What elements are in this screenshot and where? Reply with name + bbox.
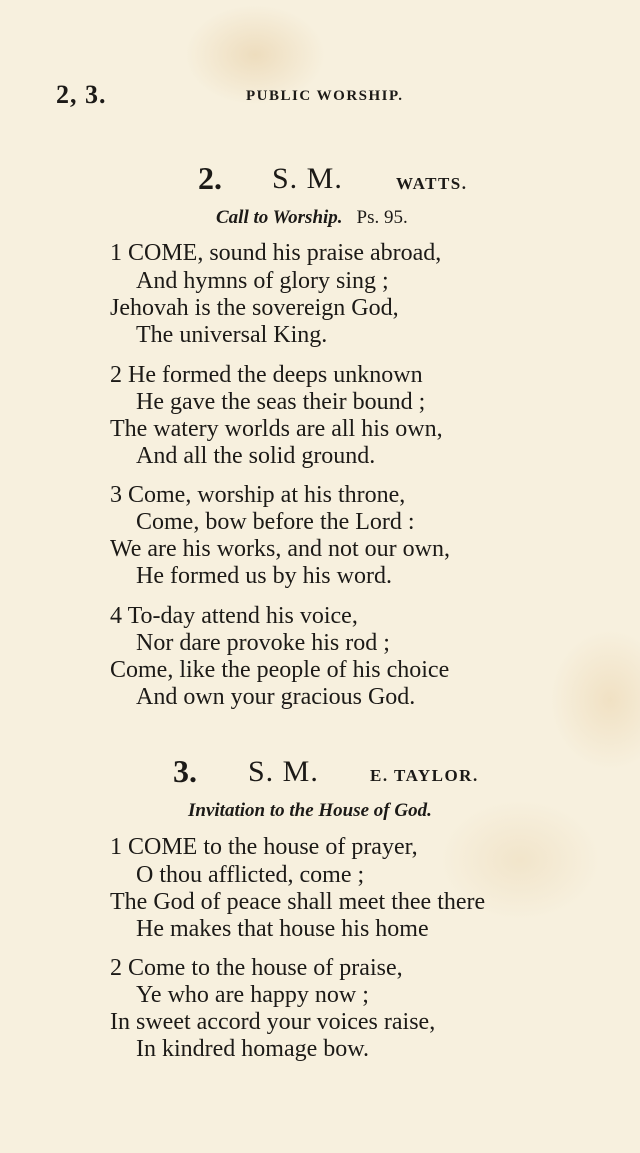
hymn-3-line: O thou afflicted, come ; bbox=[136, 862, 365, 888]
hymn-2-reference: Ps. 95. bbox=[356, 207, 408, 228]
hymn-2-line: 2 He formed the deeps unknown bbox=[110, 362, 423, 388]
hymn-2-author: WATTS. bbox=[396, 174, 468, 193]
hymn-3-line: In sweet accord your voices raise, bbox=[110, 1009, 436, 1035]
hymn-2-line: Nor dare provoke his rod ; bbox=[136, 630, 390, 656]
hymn-2-line: He gave the seas their bound ; bbox=[136, 389, 426, 415]
hymn-3-line: In kindred homage bow. bbox=[136, 1036, 370, 1062]
hymn-2-line: And all the solid ground. bbox=[136, 443, 376, 469]
hymn-2-line: 3 Come, worship at his throne, bbox=[110, 482, 406, 508]
hymn-3-meter: S. M. bbox=[248, 755, 319, 788]
hymn-2-title: Call to Worship. bbox=[216, 207, 343, 228]
hymn-2-line: 4 To-day attend his voice, bbox=[110, 603, 358, 629]
hymn-2-line: And hymns of glory sing ; bbox=[136, 268, 389, 294]
hymn-3-line: The God of peace shall meet thee there bbox=[110, 889, 486, 915]
running-title: PUBLIC WORSHIP. bbox=[246, 88, 404, 104]
hymn-3-author: E. TAYLOR. bbox=[370, 766, 479, 785]
page-numbers: 2, 3. bbox=[56, 80, 107, 109]
hymn-3-line: 2 Come to the house of praise, bbox=[110, 955, 403, 981]
hymn-3-line: He makes that house his home bbox=[136, 916, 429, 942]
hymn-2-number: 2. bbox=[198, 160, 222, 196]
hymn-2-line: Jehovah is the sovereign God, bbox=[110, 295, 399, 321]
hymn-2-line: We are his works, and not our own, bbox=[110, 536, 450, 562]
hymn-2-heading bbox=[216, 207, 408, 229]
hymn-2-line: The universal King. bbox=[136, 322, 328, 348]
hymn-3-line: Ye who are happy now ; bbox=[136, 982, 369, 1008]
hymn-3-title: Invitation to the House of God. bbox=[188, 800, 432, 821]
hymn-2-line: He formed us by his word. bbox=[136, 563, 392, 589]
hymn-2-line: And own your gracious God. bbox=[136, 684, 416, 710]
hymn-2-meter: S. M. bbox=[272, 162, 343, 195]
hymn-2-line: Come, like the people of his choice bbox=[110, 657, 450, 683]
hymn-3-line: 1 COME to the house of prayer, bbox=[110, 834, 418, 860]
hymn-2-line: 1 COME, sound his praise abroad, bbox=[110, 240, 442, 266]
hymn-2-line: The watery worlds are all his own, bbox=[110, 416, 443, 442]
hymn-3-number: 3. bbox=[173, 753, 197, 789]
hymn-2-line: Come, bow before the Lord : bbox=[136, 509, 415, 535]
